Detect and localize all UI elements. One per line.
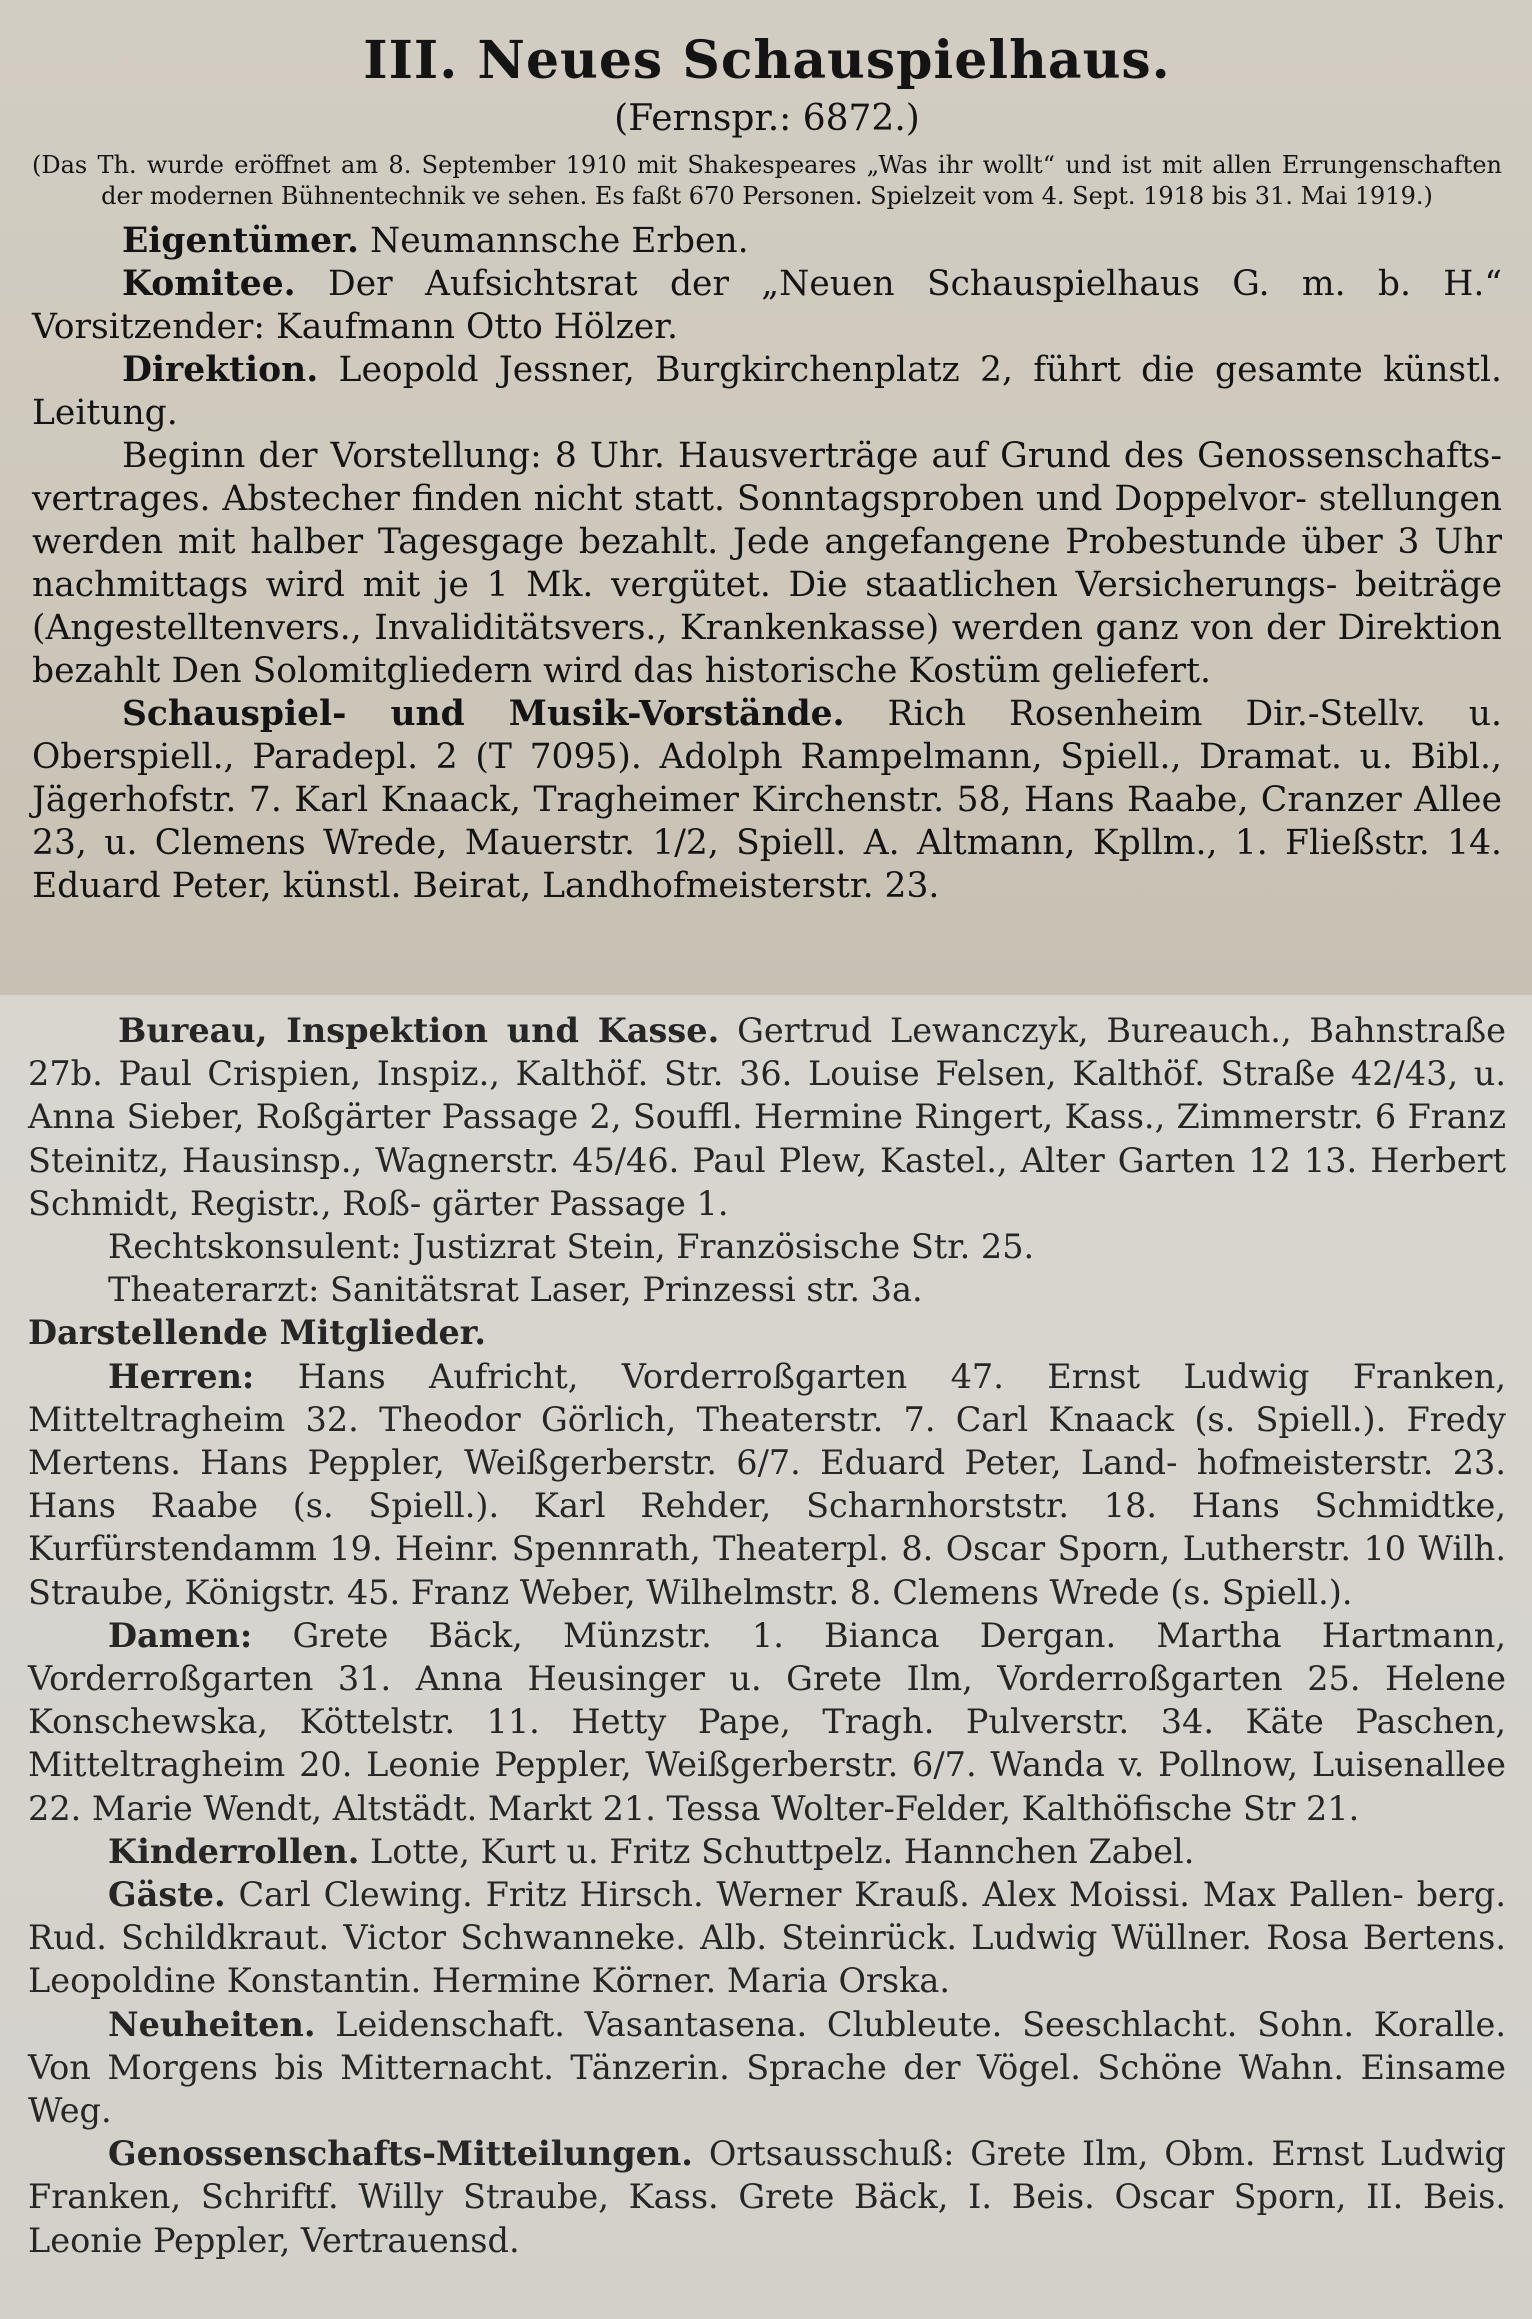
news-label: Neuheiten. [108, 2004, 316, 2044]
children-text: Lotte, Kurt u. Fritz Schuttpelz. Hannchen Zabel. [370, 1831, 1195, 1871]
legal-counsel: Rechtskonsulent: Justizrat Stein, Französische Str. 25. [108, 1227, 1035, 1267]
bureau-entry [28, 1009, 1506, 1225]
direction-entry [32, 349, 1502, 435]
news-entry [28, 2003, 1506, 2133]
men-entry [28, 1355, 1506, 1614]
scan-part-lower [0, 995, 1532, 2319]
board-label: Schauspiel- und Musik-Vorstände. [122, 694, 845, 734]
committee-label: Komitee. [122, 264, 296, 304]
women-entry [28, 1614, 1506, 1830]
bureau-text: Gertrud Lewanczyk, Bureauch., Bahnstraße 27b. Paul Crispien, Inspiz., Kalthöf. Str. 36. Louise Felsen, Kalthöf. Straße 42/43, u. Anna Sieber, Roßgärter Passage 2, Souffl. Hermine Ringert, Kass., Zimmerstr. 6 Franz Steinitz, Hausinsp., Wagnerstr. 45/46. Paul Plew, Kastel., Alter Garten 12 13. Herbert Schmidt, Registr., Roß- gärter Passage 1. [28, 1011, 1507, 1223]
scan-part-upper [0, 0, 1532, 995]
members-heading [28, 1311, 1506, 1354]
men-label: Herren: [108, 1356, 255, 1396]
page-title: III. Neues Schauspielhaus. [363, 30, 1171, 91]
bureau-label: Bureau, Inspektion und Kasse. [118, 1011, 720, 1050]
women-text: Grete Bäck, Münzstr. 1. Bianca Dergan. Martha Hartmann, Vorderroßgarten 31. Anna Heusinger u. Grete Ilm, Vorderroßgarten 25. Helene Konschewska, Köttelstr. 11. Hetty Pape, Tragh. Pulverstr. 34. Käte Paschen, Mitteltragheim 20. Leonie Peppler, Weißgerberstr. 6/7. Wanda v. Pollnow, Luisenallee 22. Marie Wendt, Altstädt. Markt 21. Tessa Wolter-Felder, Kalthöfische Str 21. [28, 1615, 1506, 1828]
owner-entry [32, 220, 1502, 263]
committee-text: Der Aufsichtsrat der „Neuen Schauspielhaus G. m. b. H.“ Vorsitzender: Kaufmann Otto Hölzer. [32, 264, 1502, 347]
children-label: Kinderrollen. [108, 1831, 360, 1871]
news-text: Leidenschaft. Vasantasena. Clubleute. Seeschlacht. Sohn. Koralle. Von Morgens bis Mitternacht. Tänzerin. Sprache der Vögel. Schöne Wahn. Einsame Weg. [28, 2004, 1506, 2131]
guests-text: Carl Clewing. Fritz Hirsch. Werner Krauß. Alex Moissi. Max Pallen- berg. Rud. Schildkraut. Victor Schwanneke. Alb. Steinrück. Ludwig Wüllner. Rosa Bertens. Leopoldine Konstantin. Hermine Körner. Maria Orska. [28, 1875, 1506, 2001]
theatre-intro: (Das Th. wurde eröffnet am 8. September 1910 mit Shakespeares „Was ihr wollt“ und ist mit allen Errungenschaften der modernen Bühnentechnik ve sehen. Es faßt 670 Personen. Spielzeit vom 4. Sept. 1918 bis 31. Mai 1919.) [32, 151, 1502, 210]
owner-label: Eigentümer. [122, 221, 360, 261]
board-text: Rich Rosenheim Dir.-Stellv. u. Oberspiell., Paradepl. 2 (T 7095). Adolph Rampelmann, Spiell., Dramat. u. Bibl., Jägerhofstr. 7. Karl Knaack, Tragheimer Kirchenstr. 58, Hans Raabe, Cranzer Allee 23, u. Clemens Wrede, Mauerstr. 1/2, Spiell. A. Altmann, Kpllm., 1. Fließstr. 14. Eduard Peter, künstl. Beirat, Landhofmeisterstr. 23. [32, 694, 1502, 906]
direction-text: Leopold Jessner, Burgkirchenplatz 2, führt die gesamte künstl. Leitung. [32, 350, 1502, 433]
board-entry [32, 693, 1502, 908]
guests-entry [28, 1873, 1506, 2003]
women-label: Damen: [108, 1615, 253, 1655]
coop-text: Ortsausschuß: Grete Ilm, Obm. Ernst Ludwig Franken, Schriftf. Willy Straube, Kass. Grete Bäck, I. Beis. Oscar Sporn, II. Beis. Leonie Peppler, Vertrauensd. [28, 2134, 1506, 2260]
guests-label: Gäste. [108, 1875, 226, 1915]
owner-text: Neumannsche Erben. [370, 221, 749, 261]
men-text: Hans Aufricht, Vorderroßgarten 47. Ernst Ludwig Franken, Mitteltragheim 32. Theodor Görlich, Theaterstr. 7. Carl Knaack (s. Spiell.). Fredy Mertens. Hans Peppler, Weißgerberstr. 6/7. Eduard Peter, Land- hofmeisterstr. 23. Hans Raabe (s. Spiell.). Karl Rehder, Scharnhorststr. 18. Hans Schmidtke, Kurfürstendamm 19. Heinr. Spennrath, Theaterpl. 8. Oscar Sporn, Lutherstr. 10 Wilh. Straube, Königstr. 45. Franz Weber, Wilhelmstr. 8. Clemens Wrede (s. Spiell.). [28, 1356, 1506, 1612]
theatre-doctor: Theaterarzt: Sanitätsrat Laser, Prinzessi str. 3a. [108, 1270, 923, 1310]
members-heading-text: Darstellende Mitglieder. [28, 1313, 487, 1353]
phone-number: (Fernspr.: 6872.) [614, 98, 920, 139]
children-entry [28, 1830, 1506, 1873]
committee-entry [32, 263, 1502, 349]
coop-label: Genossenschafts-Mitteilungen. [108, 2134, 693, 2174]
direction-label: Direktion. [122, 350, 319, 390]
coop-entry [28, 2132, 1506, 2262]
performance-terms: Beginn der Vorstellung: 8 Uhr. Hausverträge auf Grund des Genossenschafts- vertrages. Abstecher finden nicht statt. Sonntagsproben und Doppelvor- stellungen werden mit halber Tagesgage bezahlt. Jede angefangene Probestunde über 3 Uhr nachmittags wird mit je 1 Mk. vergütet. Die staatlichen Versicherungs- beiträge (Angestelltenvers., Invaliditätsvers., Krankenkasse) werden ganz von der Direktion bezahlt Den Solomitgliedern wird das historische Kostüm geliefert. [32, 436, 1502, 691]
